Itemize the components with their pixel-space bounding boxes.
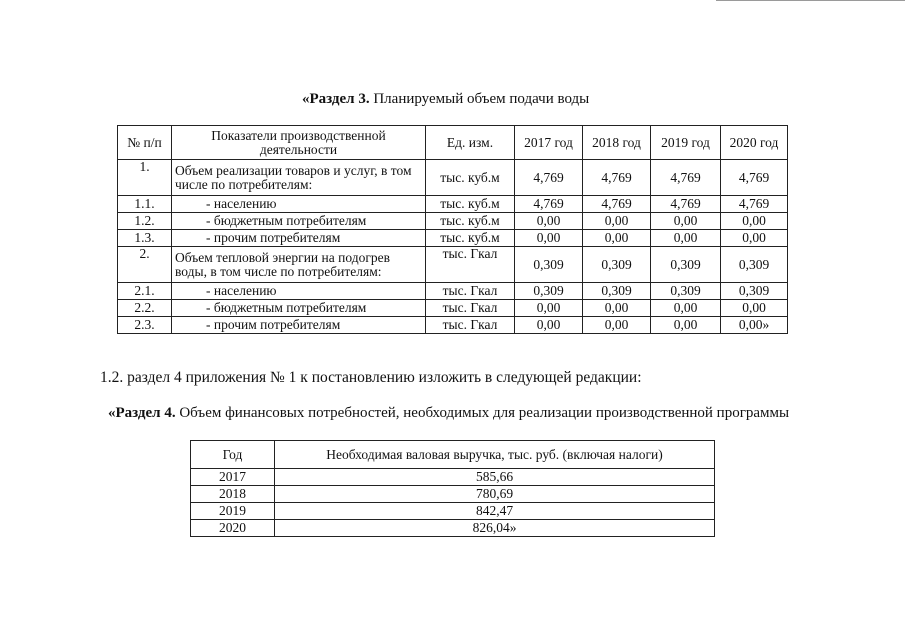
row-num: 2.1.	[118, 283, 172, 300]
row-value-2018: 0,00	[583, 300, 651, 317]
table-row	[191, 520, 715, 537]
row-value-2017: 0,309	[515, 247, 583, 283]
row-value-2017: 0,00	[515, 213, 583, 230]
row-revenue: 585,66	[275, 469, 715, 486]
row-unit: тыс. куб.м	[426, 213, 515, 230]
row-unit: тыс. Гкал	[426, 247, 515, 283]
table-row	[118, 300, 788, 317]
table-row	[118, 230, 788, 247]
table-row	[191, 503, 715, 520]
row-num: 1.1.	[118, 196, 172, 213]
row-value-2018: 0,00	[583, 213, 651, 230]
row-value-2019: 0,309	[651, 247, 721, 283]
row-unit: тыс. Гкал	[426, 300, 515, 317]
section-4-heading	[108, 405, 789, 422]
row-num: 2.3.	[118, 317, 172, 334]
row-year: 2020	[191, 520, 275, 537]
row-unit: тыс. Гкал	[426, 283, 515, 300]
row-value-2019: 0,00	[651, 230, 721, 247]
section-3-heading-bold: «Раздел 3.	[302, 91, 370, 107]
table-header-row	[118, 126, 788, 160]
row-indicator: - населению	[172, 196, 426, 213]
instruction-paragraph: 1.2. раздел 4 приложения № 1 к постановлению изложить в следующей редакции:	[100, 369, 642, 386]
row-value-2019: 0,00	[651, 300, 721, 317]
row-num: 2.2.	[118, 300, 172, 317]
row-value-2017: 4,769	[515, 196, 583, 213]
row-num: 1.	[118, 160, 172, 196]
row-value-2019: 4,769	[651, 160, 721, 196]
row-value-2018: 4,769	[583, 160, 651, 196]
col-header-revenue: Необходимая валовая выручка, тыс. руб. (включая налоги)	[275, 441, 715, 469]
row-num: 1.3.	[118, 230, 172, 247]
row-value-2019: 4,769	[651, 196, 721, 213]
row-revenue: 842,47	[275, 503, 715, 520]
row-value-2017: 4,769	[515, 160, 583, 196]
row-value-2017: 0,00	[515, 300, 583, 317]
col-header-indicator: Показатели производственной деятельности	[172, 126, 426, 160]
financial-needs-table	[190, 440, 715, 537]
row-indicator: - бюджетным потребителям	[172, 213, 426, 230]
row-year: 2017	[191, 469, 275, 486]
row-value-2020: 0,00	[721, 213, 788, 230]
row-value-2017: 0,309	[515, 283, 583, 300]
row-value-2018: 0,309	[583, 283, 651, 300]
row-indicator: - бюджетным потребителям	[172, 300, 426, 317]
row-revenue: 826,04»	[275, 520, 715, 537]
col-header-unit: Ед. изм.	[426, 126, 515, 160]
row-unit: тыс. куб.м	[426, 160, 515, 196]
row-year: 2019	[191, 503, 275, 520]
table-row	[118, 283, 788, 300]
row-year: 2018	[191, 486, 275, 503]
section-4-heading-text: Объем финансовых потребностей, необходимых для реализации производственной программы	[175, 405, 790, 421]
row-indicator: Объем реализации товаров и услуг, в том числе по потребителям:	[172, 160, 426, 196]
col-header-year: Год	[191, 441, 275, 469]
col-header-2019: 2019 год	[651, 126, 721, 160]
table-row	[118, 317, 788, 334]
row-value-2019: 0,309	[651, 283, 721, 300]
section-3-heading	[302, 91, 589, 108]
table-row	[191, 469, 715, 486]
table-header-row	[191, 441, 715, 469]
row-value-2018: 0,00	[583, 317, 651, 334]
section-4-heading-bold: «Раздел 4.	[108, 405, 176, 421]
table-row	[118, 196, 788, 213]
row-value-2020: 0,00	[721, 230, 788, 247]
col-header-num: № п/п	[118, 126, 172, 160]
table-row	[191, 486, 715, 503]
row-value-2020: 0,00	[721, 300, 788, 317]
row-value-2020: 0,00»	[721, 317, 788, 334]
row-indicator: - прочим потребителям	[172, 230, 426, 247]
section-3-heading-text: Планируемый объем подачи воды	[369, 91, 590, 107]
row-value-2018: 0,309	[583, 247, 651, 283]
row-value-2017: 0,00	[515, 230, 583, 247]
row-value-2018: 4,769	[583, 196, 651, 213]
row-value-2018: 0,00	[583, 230, 651, 247]
table-row	[118, 213, 788, 230]
top-rule	[716, 0, 905, 1]
water-supply-table	[117, 125, 788, 334]
row-value-2020: 0,309	[721, 283, 788, 300]
row-value-2019: 0,00	[651, 317, 721, 334]
row-unit: тыс. куб.м	[426, 230, 515, 247]
col-header-2018: 2018 год	[583, 126, 651, 160]
row-revenue: 780,69	[275, 486, 715, 503]
row-value-2017: 0,00	[515, 317, 583, 334]
row-indicator: - прочим потребителям	[172, 317, 426, 334]
row-unit: тыс. куб.м	[426, 196, 515, 213]
col-header-2017: 2017 год	[515, 126, 583, 160]
col-header-2020: 2020 год	[721, 126, 788, 160]
row-indicator: - населению	[172, 283, 426, 300]
row-value-2020: 4,769	[721, 160, 788, 196]
row-num: 2.	[118, 247, 172, 283]
row-value-2020: 0,309	[721, 247, 788, 283]
table-row	[118, 247, 788, 283]
row-unit: тыс. Гкал	[426, 317, 515, 334]
row-value-2019: 0,00	[651, 213, 721, 230]
row-indicator: Объем тепловой энергии на подогрев воды, в том числе по потребителям:	[172, 247, 426, 283]
table-row	[118, 160, 788, 196]
row-num: 1.2.	[118, 213, 172, 230]
row-value-2020: 4,769	[721, 196, 788, 213]
